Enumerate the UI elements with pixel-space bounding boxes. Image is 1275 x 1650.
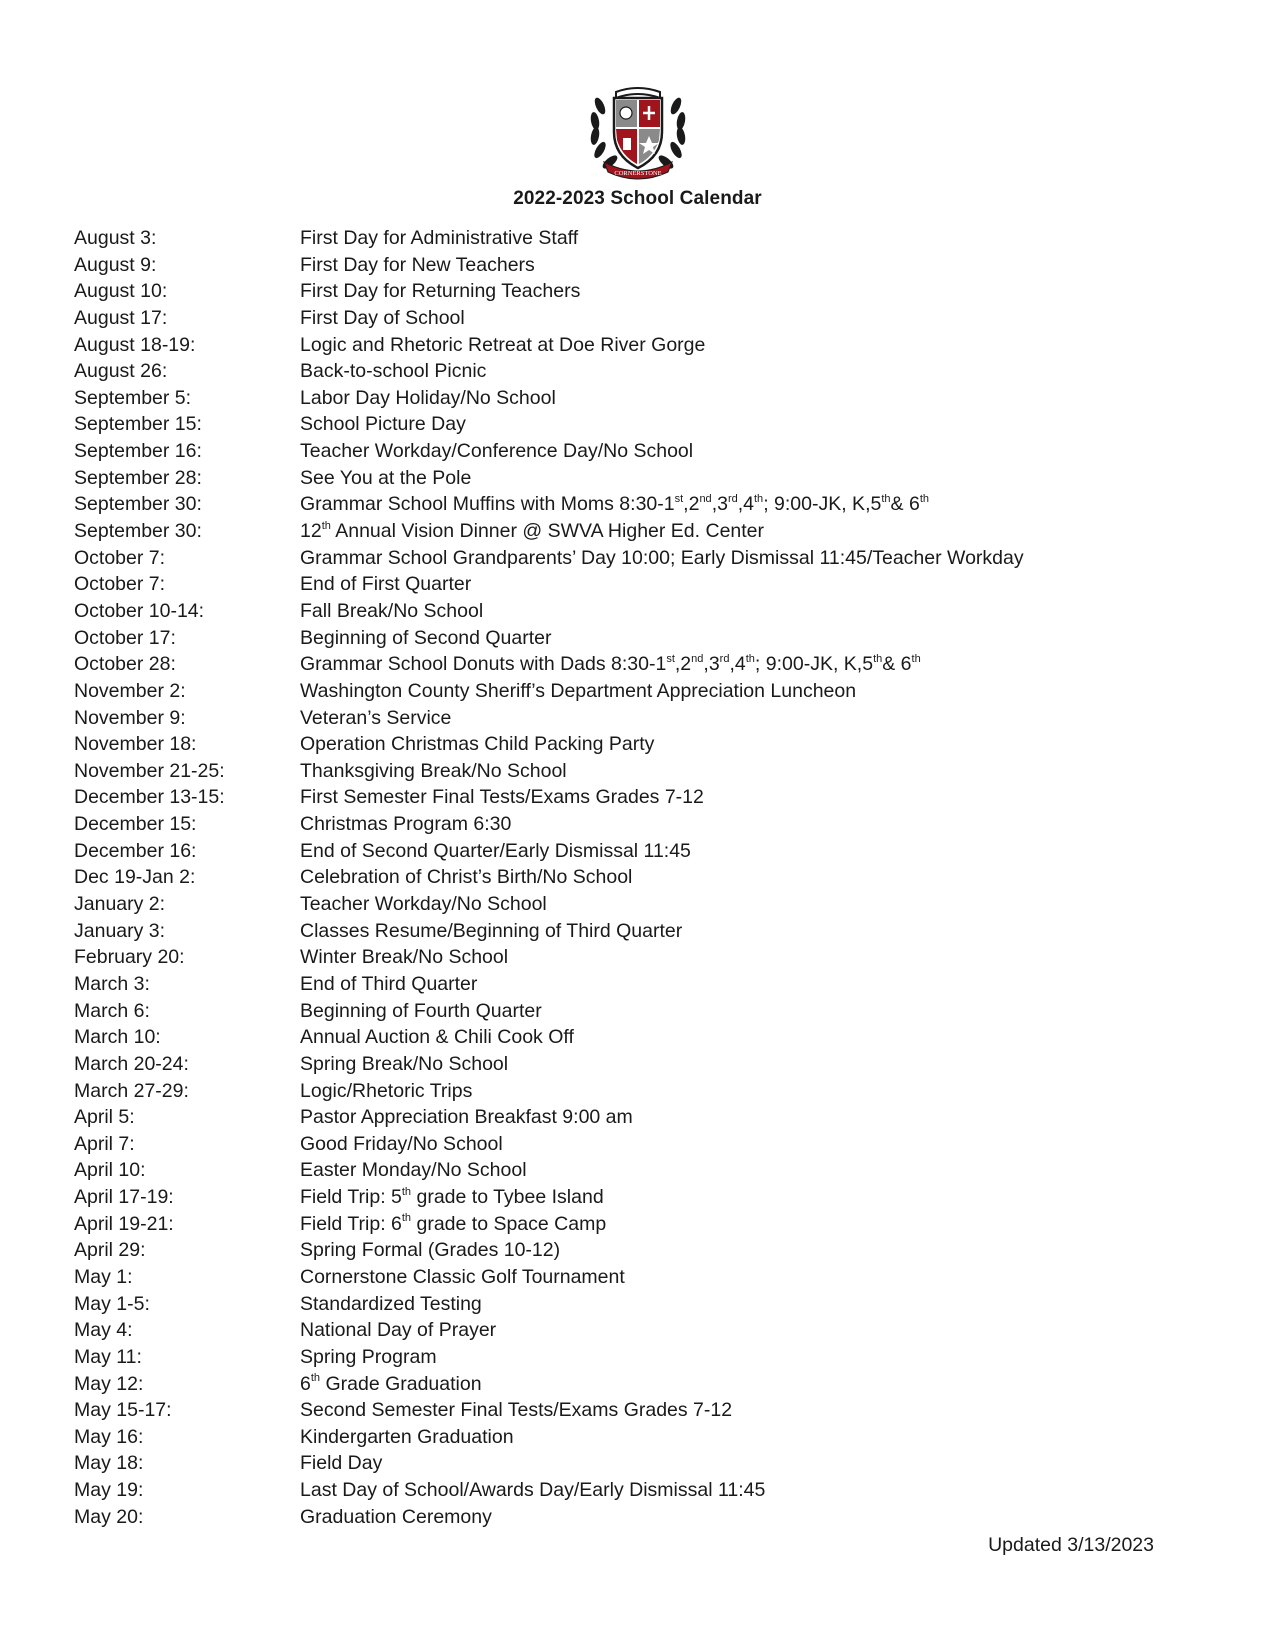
calendar-event-row (74, 651, 1194, 678)
calendar-event-row (74, 1237, 1194, 1264)
calendar-event-row (74, 545, 1194, 572)
calendar-event-row (74, 411, 1194, 438)
calendar-event-row (74, 278, 1194, 305)
event-date: May 1: (74, 1265, 133, 1288)
event-date: Dec 19-Jan 2: (74, 866, 196, 889)
calendar-event-row (74, 1317, 1194, 1344)
event-date: October 17: (74, 626, 176, 649)
event-description: Grammar School Muffins with Moms 8:30-1st,2nd,3rd,4th; 9:00-JK, K,5th& 6th (300, 492, 929, 516)
event-date: August 10: (74, 280, 168, 303)
calendar-event-row (74, 731, 1194, 758)
event-description: Last Day of School/Awards Day/Early Dismissal 11:45 (300, 1479, 766, 1502)
calendar-event-row (74, 1264, 1194, 1291)
event-date: November 18: (74, 733, 197, 756)
calendar-event-row (74, 971, 1194, 998)
event-date: November 9: (74, 706, 186, 729)
event-description: End of First Quarter (300, 573, 472, 596)
event-description: National Day of Prayer (300, 1319, 497, 1342)
event-description: Annual Auction & Chili Cook Off (300, 1026, 574, 1049)
event-date: November 2: (74, 679, 186, 702)
calendar-event-row (74, 1291, 1194, 1318)
event-date: January 2: (74, 893, 166, 916)
event-description: Cornerstone Classic Golf Tournament (300, 1265, 625, 1288)
event-description: Teacher Workday/Conference Day/No School (300, 440, 694, 463)
calendar-event-row (74, 225, 1194, 252)
event-date: January 3: (74, 919, 166, 942)
calendar-event-row (74, 1211, 1194, 1238)
calendar-event-row (74, 998, 1194, 1025)
calendar-event-row (74, 891, 1194, 918)
calendar-event-row (74, 811, 1194, 838)
calendar-event-row (74, 784, 1194, 811)
calendar-event-row (74, 358, 1194, 385)
event-description: Pastor Appreciation Breakfast 9:00 am (300, 1106, 633, 1129)
calendar-event-row (74, 385, 1194, 412)
event-date: November 21-25: (74, 759, 225, 782)
event-description: First Semester Final Tests/Exams Grades 7-12 (300, 786, 704, 809)
event-date: May 18: (74, 1452, 144, 1475)
event-description: Grammar School Grandparents’ Day 10:00; Early Dismissal 11:45/Teacher Workday (300, 546, 1024, 569)
calendar-event-row (74, 491, 1194, 518)
calendar-event-row (74, 465, 1194, 492)
updated-date: Updated 3/13/2023 (988, 1534, 1154, 1556)
event-date: May 11: (74, 1345, 142, 1368)
calendar-event-row (74, 1157, 1194, 1184)
event-date: May 12: (74, 1372, 144, 1395)
calendar-event-row (74, 705, 1194, 732)
event-date: April 7: (74, 1132, 135, 1155)
calendar-event-row (74, 438, 1194, 465)
event-date: September 30: (74, 493, 202, 516)
event-description: Classes Resume/Beginning of Third Quarter (300, 919, 683, 942)
event-date: September 16: (74, 440, 202, 463)
event-description: First Day for Administrative Staff (300, 227, 579, 249)
event-description: Fall Break/No School (300, 599, 484, 622)
event-date: March 20-24: (74, 1052, 189, 1075)
event-description: Logic and Rhetoric Retreat at Doe River Gorge (300, 333, 706, 356)
event-description: See You at the Pole (300, 466, 472, 489)
event-description: First Day for New Teachers (300, 253, 535, 276)
event-description: Kindergarten Graduation (300, 1425, 514, 1448)
event-date: April 17-19: (74, 1186, 174, 1209)
calendar-event-row (74, 1477, 1194, 1504)
event-date: October 10-14: (74, 599, 205, 622)
calendar-event-row (74, 1131, 1194, 1158)
calendar-event-row (74, 1371, 1194, 1398)
calendar-event-list (74, 225, 1194, 1530)
event-date: December 16: (74, 839, 197, 862)
calendar-event-row (74, 918, 1194, 945)
event-description: Beginning of Second Quarter (300, 626, 552, 649)
event-date: April 29: (74, 1239, 146, 1262)
event-description: Good Friday/No School (300, 1132, 503, 1155)
event-date: August 3: (74, 227, 157, 249)
event-date: October 7: (74, 573, 166, 596)
event-description: Spring Break/No School (300, 1052, 509, 1075)
calendar-event-row (74, 678, 1194, 705)
event-date: March 3: (74, 972, 150, 995)
event-description: Operation Christmas Child Packing Party (300, 733, 655, 756)
event-description: Field Trip: 5th grade to Tybee Island (300, 1185, 604, 1209)
event-date: May 4: (74, 1319, 133, 1342)
crest-ribbon-text: CORNERSTONE (614, 170, 662, 177)
event-description: Spring Formal (Grades 10-12) (300, 1239, 561, 1262)
event-description: Easter Monday/No School (300, 1159, 527, 1182)
event-description: First Day for Returning Teachers (300, 280, 581, 303)
event-date: March 10: (74, 1026, 161, 1049)
calendar-event-row (74, 1504, 1194, 1531)
event-description: School Picture Day (300, 413, 466, 436)
calendar-event-row (74, 1024, 1194, 1051)
calendar-event-row (74, 598, 1194, 625)
event-description: Standardized Testing (300, 1292, 482, 1315)
calendar-event-row (74, 1104, 1194, 1131)
event-description: First Day of School (300, 306, 465, 329)
event-description: Grammar School Donuts with Dads 8:30-1st,2nd,3rd,4th; 9:00-JK, K,5th& 6th (300, 652, 921, 676)
calendar-event-row (74, 1424, 1194, 1451)
event-date: October 7: (74, 546, 166, 569)
calendar-event-row (74, 625, 1194, 652)
event-date: May 16: (74, 1425, 144, 1448)
event-date: May 15-17: (74, 1399, 172, 1422)
event-date: April 19-21: (74, 1212, 174, 1235)
document-title: 2022-2023 School Calendar (513, 188, 762, 209)
event-description: Teacher Workday/No School (300, 893, 547, 916)
event-description: Back-to-school Picnic (300, 360, 487, 383)
event-date: May 1-5: (74, 1292, 150, 1315)
event-date: May 20: (74, 1505, 144, 1528)
event-description: Logic/Rhetoric Trips (300, 1079, 473, 1102)
event-date: April 10: (74, 1159, 146, 1182)
event-description: Spring Program (300, 1345, 437, 1368)
event-date: May 19: (74, 1479, 144, 1502)
event-description: Thanksgiving Break/No School (300, 759, 567, 782)
calendar-event-row (74, 1450, 1194, 1477)
calendar-event-row (74, 518, 1194, 545)
calendar-event-row (74, 305, 1194, 332)
event-description: 12th Annual Vision Dinner @ SWVA Higher Ed. Center (300, 519, 765, 543)
event-date: September 30: (74, 520, 202, 543)
event-description: Graduation Ceremony (300, 1505, 492, 1528)
school-crest-logo (586, 76, 690, 180)
event-date: September 5: (74, 386, 192, 409)
calendar-event-row (74, 1051, 1194, 1078)
calendar-event-row (74, 332, 1194, 359)
event-date: March 6: (74, 999, 150, 1022)
event-date: August 18-19: (74, 333, 196, 356)
event-description: Veteran’s Service (300, 706, 452, 729)
event-date: March 27-29: (74, 1079, 189, 1102)
calendar-event-row (74, 1184, 1194, 1211)
event-description: End of Second Quarter/Early Dismissal 11:45 (300, 839, 691, 862)
event-description: End of Third Quarter (300, 972, 478, 995)
calendar-event-row (74, 838, 1194, 865)
event-description: Field Trip: 6th grade to Space Camp (300, 1212, 607, 1235)
calendar-event-row (74, 1344, 1194, 1371)
calendar-event-row (74, 571, 1194, 598)
event-date: December 13-15: (74, 786, 225, 809)
calendar-event-row (74, 252, 1194, 279)
event-date: August 26: (74, 360, 168, 383)
calendar-event-row (74, 1078, 1194, 1105)
event-date: October 28: (74, 653, 176, 676)
event-description: Christmas Program 6:30 (300, 813, 512, 836)
event-description: Labor Day Holiday/No School (300, 386, 556, 409)
event-date: August 17: (74, 306, 168, 329)
calendar-event-row (74, 864, 1194, 891)
event-description: Field Day (300, 1452, 383, 1475)
event-description: Washington County Sheriff’s Department Appreciation Luncheon (300, 679, 857, 702)
calendar-event-row (74, 944, 1194, 971)
calendar-event-row (74, 758, 1194, 785)
event-description: Celebration of Christ’s Birth/No School (300, 866, 633, 889)
calendar-event-row (74, 1397, 1194, 1424)
event-date: February 20: (74, 946, 185, 969)
event-date: December 15: (74, 813, 197, 836)
event-description: Winter Break/No School (300, 946, 509, 969)
event-description: Second Semester Final Tests/Exams Grades 7-12 (300, 1399, 733, 1422)
event-date: September 15: (74, 413, 202, 436)
event-description: Beginning of Fourth Quarter (300, 999, 542, 1022)
event-date: September 28: (74, 466, 202, 489)
event-description: 6th Grade Graduation (300, 1372, 482, 1395)
event-date: August 9: (74, 253, 157, 276)
event-date: April 5: (74, 1106, 135, 1129)
